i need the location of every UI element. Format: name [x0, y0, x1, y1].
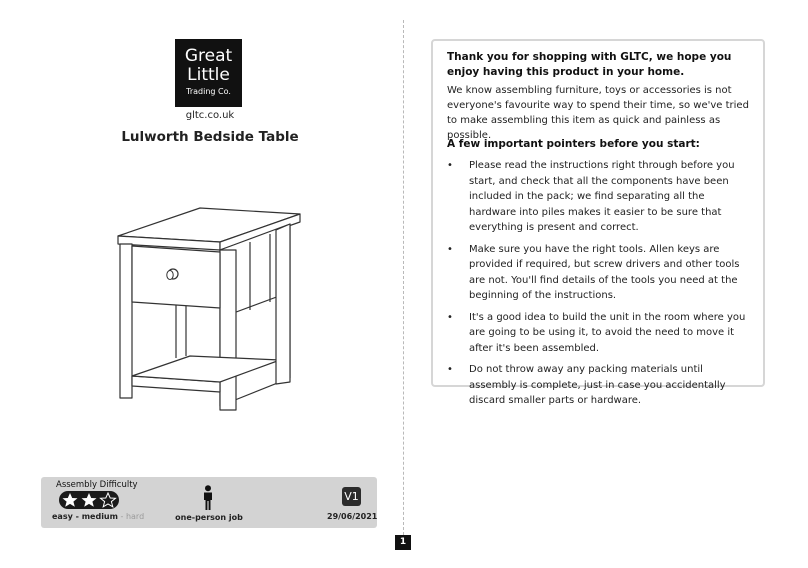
thank-you-heading: Thank you for shopping with GLTC, we hope you enjoy having this product in your home. — [447, 51, 732, 78]
product-title: Lulworth Bedside Table — [121, 129, 299, 145]
revision-date: 29/06/2021 — [327, 512, 378, 521]
info-bar — [41, 477, 377, 528]
list-item — [447, 158, 753, 236]
list-item-text: Do not throw away any packing materials until assembly is complete, just in case you accidentally discard smaller parts or hardware. — [469, 364, 726, 406]
level-separator: - — [72, 512, 82, 521]
difficulty-stars — [59, 491, 119, 509]
page-number: 1 — [395, 535, 411, 550]
difficulty-label: Assembly Difficulty — [56, 480, 138, 490]
difficulty-levels — [52, 512, 144, 521]
list-item-text: It's a good idea to build the unit in the room where you are going to be using it, to avoid the need to move it after it's been assembled. — [469, 311, 746, 354]
level-hard: hard — [125, 512, 145, 521]
level-separator: - — [117, 512, 126, 521]
person-icon — [201, 485, 215, 511]
bullet-icon: • — [447, 311, 453, 323]
website-url: gltc.co.uk — [185, 110, 235, 121]
list-item — [447, 362, 753, 409]
level-easy: easy — [52, 512, 73, 521]
brand-logo — [175, 39, 242, 107]
logo-line-3: Trading Co. — [186, 87, 231, 96]
logo-line-2: Little — [187, 65, 230, 85]
list-item — [447, 310, 753, 357]
level-medium: medium — [81, 512, 118, 521]
drawer-knob-face — [167, 271, 173, 280]
bullet-icon: • — [447, 364, 453, 375]
bullet-icon: • — [447, 243, 453, 255]
version-badge: V1 — [342, 487, 361, 506]
list-item-text: Please read the instructions right through before you start, and check that all the components have been included in the pack; we find separating all the hardware into piles makes it easier to be sure that everything is present and correct. — [469, 160, 735, 233]
pointers-list — [447, 158, 753, 415]
job-label: one-person job — [175, 513, 243, 522]
bullet-icon: • — [447, 160, 453, 171]
page-divider — [403, 20, 404, 535]
list-item-text: Make sure you have the right tools. Allen keys are provided if required, but screw drivers and other tools are not. You'll find details of the tools you need at the beginning of the instructions. — [469, 243, 740, 301]
intro-paragraph: We know assembling furniture, toys or accessories is not everyone's favourite way to spend their time, so we've tried to make assembling this item as quick and painless as possible. — [447, 85, 749, 141]
bedside-table-illustration — [110, 200, 305, 415]
list-item — [447, 242, 753, 304]
pointers-heading: A few important pointers before you start: — [447, 138, 700, 150]
logo-line-1: Great — [184, 46, 233, 66]
intro-panel — [431, 39, 765, 406]
